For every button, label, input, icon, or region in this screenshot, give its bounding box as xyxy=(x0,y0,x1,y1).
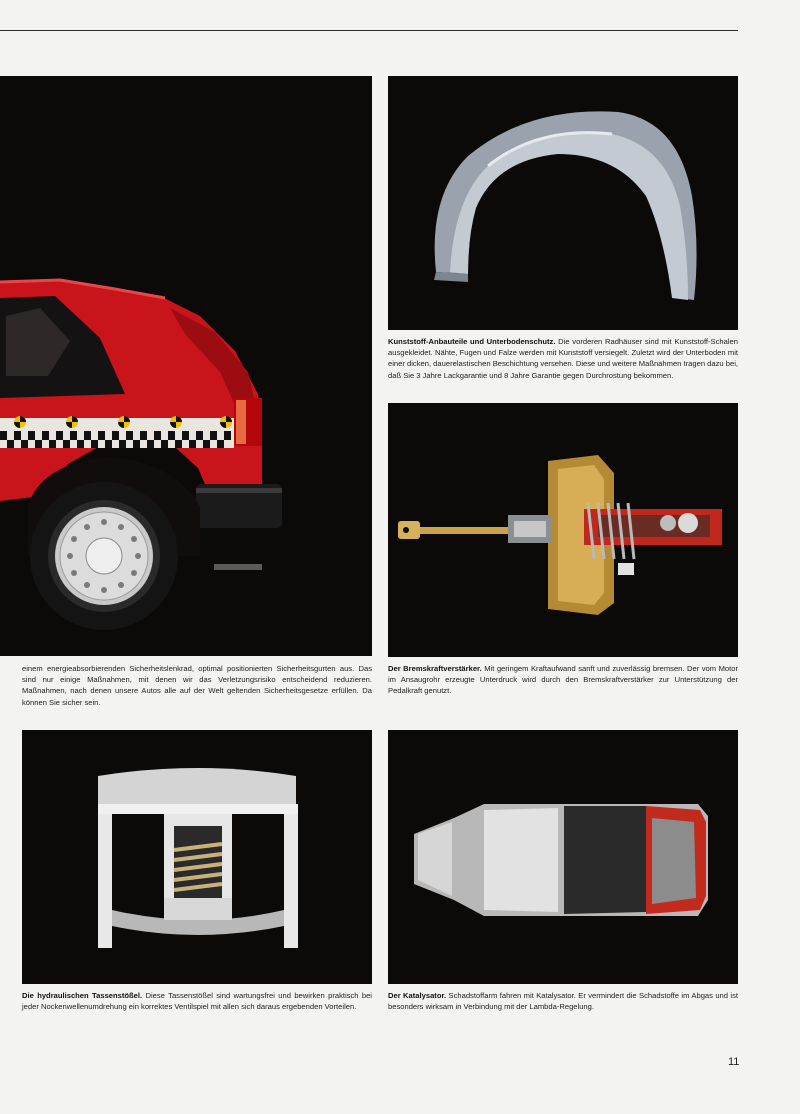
caption-kunststoff-title: Kunststoff-Anbauteile und Unterbodenschutz. xyxy=(388,337,556,346)
caption-kunststoff xyxy=(388,336,738,381)
caption-katalysator-body: Schadstoffarm fahren mit Katalysator. Er vermindert die Schadstoffe im Abgas und ist besonders wirksam in Verbindung mit der Lambda-Regelung. xyxy=(388,991,738,1012)
caption-sicherheit xyxy=(22,663,372,708)
caption-tassen-body: Diese Tassenstößel sind wartungsfrei und bewirken praktisch bei jeder Nockenwellenumdrehung ein korrektes Ventilspiel mit allen sich daraus ergebenden Vorteilen. xyxy=(22,991,372,1012)
caption-tassen-title: Die hydraulischen Tassenstößel. xyxy=(22,991,143,1000)
wheel-arch-liner-photo xyxy=(388,76,738,330)
caption-bremskraft-title: Der Bremskraftverstärker. xyxy=(388,664,482,673)
caption-bremskraft-body: Mit geringem Kraftaufwand sanft und zuverlässig bremsen. Der vom Motor im Ansaugrohr erzeugte Unterdruck wird durch den Bremskraftverstärker zur Unterstützung der Pedalkraft genutzt. xyxy=(388,664,738,696)
caption-kunststoff-body: Die vorderen Radhäuser sind mit Kunststoff-Schalen ausgekleidet. Nähte, Fugen und Falze werden mit Kunststoff versiegelt. Zuletzt wird der Unterboden mit einer dicken, dauerelastischen Beschichtung versehen. Diese und weitere Maßnahmen tragen dazu bei, daß Sie 3 Jahre Lackgarantie und 8 Jahre Garantie gegen Durchrostung bekommen. xyxy=(388,337,738,380)
hydraulic-tappet-photo xyxy=(22,730,372,984)
car-rear-photo xyxy=(0,76,372,656)
page-number: 11 xyxy=(728,1056,740,1068)
catalytic-converter-photo xyxy=(388,730,738,984)
top-rule xyxy=(0,30,738,31)
caption-sicherheit-body: einem energieabsorbierenden Sicherheitslenkrad, optimal positionierten Sicherheitsgurten aus. Das sind nur einige Maßnahmen, mit denen wir das Verletzungsrisiko entscheidend reduzieren. Maßnahmen, nach denen unsere Autos alle auf der Welt geltenden Sicherheitsgesetze erfüllen. Da können Sie sicher sein. xyxy=(22,664,372,707)
caption-katalysator-title: Der Katalysator. xyxy=(388,991,447,1000)
caption-bremskraft xyxy=(388,663,738,697)
caption-tassen xyxy=(22,990,372,1012)
caption-katalysator xyxy=(388,990,738,1012)
brake-booster-photo xyxy=(388,403,738,657)
